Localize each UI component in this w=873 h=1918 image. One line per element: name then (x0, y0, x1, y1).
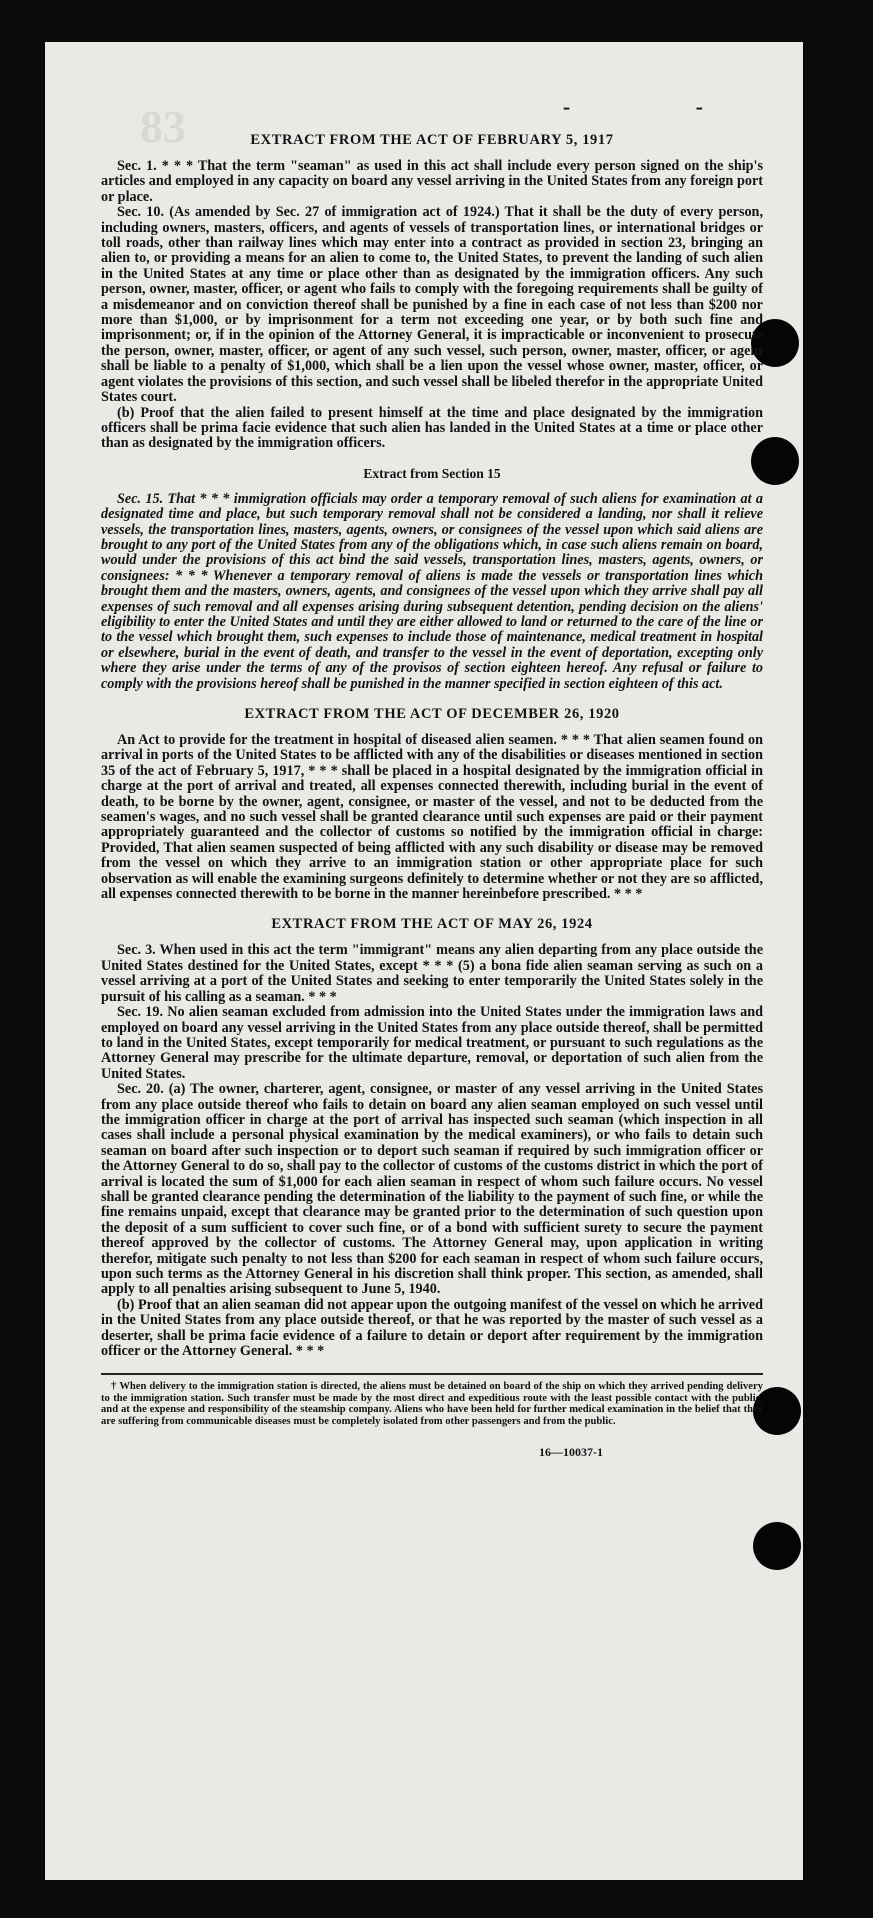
top-marks: - - (562, 94, 763, 119)
paragraph: Sec. 1. * * * That the term "seaman" as used in this act shall include every person signed on the ship's articles and employed in any capacity on board any vessel arriving in the United States from any foreign port or place. (101, 158, 763, 205)
paragraph: Sec. 19. No alien seaman excluded from admission into the United States under the immigration laws and employed on board any vessel arriving in the United States from any place outside thereof, shall be permitted to land in the United States, except temporarily for medical treatment, or pursuant to such regulations as the Attorney General may prescribe for the ultimate departure, removal, or deportation of such alien from the United States. (101, 1004, 763, 1082)
paragraph: Sec. 20. (a) The owner, charterer, agent, consignee, or master of any vessel arriving in the United States from any place outside thereof who fails to detain on board any alien seaman employed on such vessel until the immigration officer in charge at the port of arrival has inspected such seaman (which inspection in all cases shall include a personal physical examination by the medical examiners), or who fails to detain such seaman on board after such inspection or to deport such seaman if required by such immigration officer or the Attorney General to do so, shall pay to the collector of customs of the customs district in which the port of arrival is located the sum of $1,000 for each alien seaman in respect of whom such failure occurs. No vessel shall be granted clearance pending the determination of the liability to the payment of such fine, or while the fine remains unpaid, except that clearance may be granted prior to the determination of such question upon the deposit of a sum sufficient to cover such fine, or of a bond with sufficient surety to secure the payment thereof approved by the collector of customs. The Attorney General may, upon application in writing therefor, mitigate such penalty to not less than $200 for each seaman in respect of whom such failure occurs, upon such terms as the Attorney General in his discretion shall think proper. This section, as amended, shall apply to all penalties arising subsequent to June 5, 1940. (101, 1081, 763, 1298)
paragraph: (b) Proof that an alien seaman did not appear upon the outgoing manifest of the vessel on which he arrived in the United States from any place outside thereof, or that he was reported by the master of such vessel as a deserter, shall be prima facie evidence of a failure to detain or deport after requirement by the immigration officer or the Attorney General. * * * (101, 1296, 763, 1360)
section-act-1924 (101, 916, 763, 1359)
footnote-divider (101, 1373, 763, 1375)
section-title: Extract from Section 15 (363, 465, 501, 481)
punch-hole (753, 1522, 801, 1570)
section-title: EXTRACT FROM THE ACT OF DECEMBER 26, 1920 (244, 706, 620, 722)
paragraph: Sec. 3. When used in this act the term "immigrant" means any alien departing from any place outside the United States destined for the United States, except * * * (5) a bona fide alien seaman serving as such on a vessel arriving at a port of the United States and seeking to enter temporarily the United States solely in the pursuit of his calling as a seaman. * * * (101, 942, 763, 1005)
form-number: 16—10037-1 (539, 1445, 603, 1460)
paragraph: Sec. 10. (As amended by Sec. 27 of immigration act of 1924.) That it shall be the duty of every person, including owners, masters, officers, and agents of vessels of transportation lines, or international bridges or toll roads, other than railway lines which may enter into a contract as provided in section 23, bringing an alien to, or providing a means for an alien to come to, the United States, to prevent the landing of such alien in the United States at any time or place other than as designated by the immigration officers. Any such person, owner, master, officer, or agent who fails to comply with the foregoing requirements shall be guilty of a misdemeanor and on conviction thereof shall be punished by a fine in each case of not less than $200 nor more than $1,000, or by imprisonment for a term not exceeding one year, or by both such fine and imprisonment; or, if in the opinion of the Attorney General, it is impracticable or inconvenient to prosecute the person, owner, master, officer, or agent of any such vessel, such person, owner, master, officer, or agent shall be liable to a penalty of $1,000, which shall be a lien upon the vessel whose owner, master, officer, or agent violates the provisions of this section, and such vessel shall be libeled therefor in the appropriate United States court. (101, 204, 763, 406)
document-page (45, 42, 803, 1880)
paragraph: Sec. 15. That * * * immigration officials may order a temporary removal of such aliens for examination at a designated time and place, but such temporary removal shall not be considered a landing, nor shall it relieve vessels, the transportation lines, masters, agents, owners, or consignees of the vessel upon which said aliens are brought to any port of the United States from any of the obligations which, in case such aliens remain on board, would under the provisions of this act bind the said vessels, transportation lines, masters, agents, owners, or consignees: * * * Whenever a temporary removal of aliens is made the vessels or transportation lines which brought them and the masters, owners, agents, and consignees of the vessel upon which they arrive shall pay all expenses of such removal and all expenses arising during subsequent detention, pending decision on the aliens' eligibility to enter the United States and until they are either allowed to land or returned to the care of the line or to the vessel which brought them, such expenses to include those of maintenance, medical treatment in hospital or elsewhere, burial in the event of death, and transfer to the vessel in the event of deportation, excepting only where they arise under the terms of any of the provisos of section eighteen hereof. Any refusal or failure to comply with the provisions hereof shall be punished in the manner specified in section eighteen of this act. (101, 490, 763, 692)
section-extract-15 (101, 466, 763, 692)
paragraph: (b) Proof that the alien failed to present himself at the time and place designated by the immigration officers shall be prima facie evidence that such alien has landed in the United States at a time or place other than as designated by the immigration officers. (101, 404, 763, 452)
section-title: EXTRACT FROM THE ACT OF FEBRUARY 5, 1917 (250, 132, 614, 148)
footnote: † When delivery to the immigration station is directed, the aliens must be detained on board of the ship on which they arrived pending delivery to the immigration station. Such transfer must be made by the most direct and expeditious route with the least possible contact with the public, and at the expense and responsibility of the steamship company. Aliens who have been held for further medical examination in the belief that they are suffering from communicable diseases must be completely isolated from other passengers and from the public. (101, 1381, 763, 1427)
section-act-1917 (101, 132, 763, 452)
paragraph: An Act to provide for the treatment in hospital of diseased alien seamen. * * * That alien seamen found on arrival in ports of the United States to be afflicted with any of the disabilities or diseases mentioned in section 35 of the act of February 5, 1917, * * * shall be placed in a hospital designated by the immigration official in charge at the port of arrival and treated, all expenses connected therewith, including burial in the event of death, to be borne by the owner, agent, consignee, or master of the vessel, and not to be deducted from the seamen's wages, and no such vessel shall be granted clearance until such expenses are paid or their payment appropriately guaranteed and the collector of customs so notified by the immigration official in charge: Provided, That alien seamen suspected of being afflicted with any such disability or disease may be removed from the vessel on which they arrive to an immigration station or other appropriate place for such observation as will enable the examining surgeons definitely to determine whether or not they are so afflicted, all expenses connected therewith to be borne in the manner hereinbefore prescribed. * * * (101, 732, 763, 903)
faded-stamp-number: 83 (140, 101, 186, 152)
document-body (101, 132, 763, 1460)
section-act-1920 (101, 706, 763, 902)
section-title: EXTRACT FROM THE ACT OF MAY 26, 1924 (271, 916, 593, 933)
